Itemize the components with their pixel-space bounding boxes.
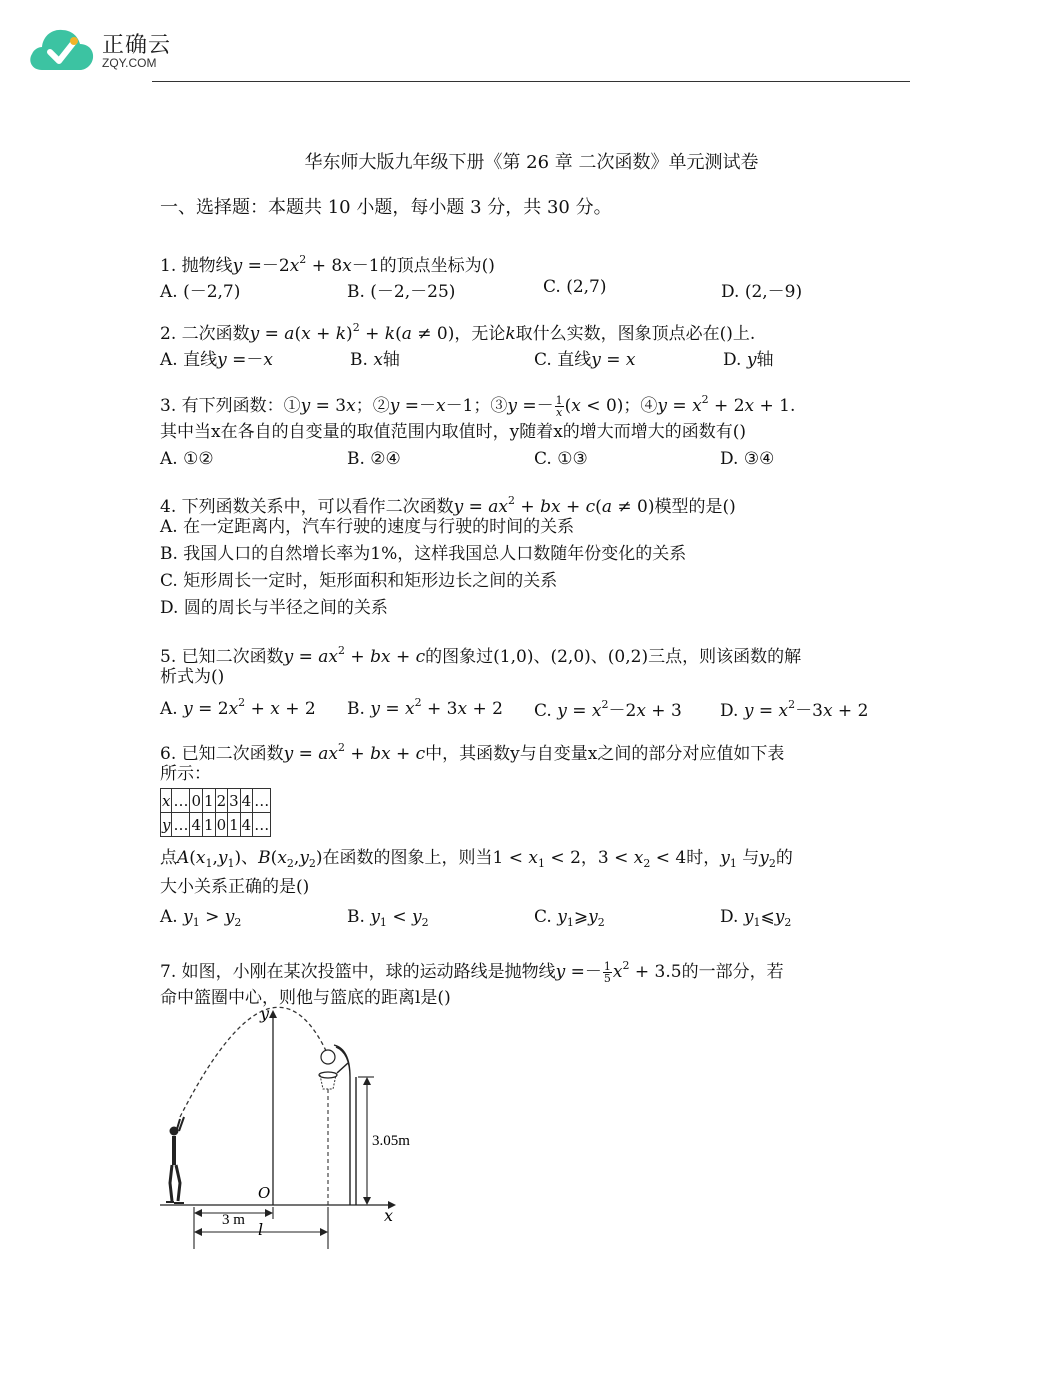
table-cell: 0 bbox=[215, 813, 228, 837]
q2-option-d[interactable]: D. y轴 bbox=[723, 350, 774, 370]
q2-prefix: 2. 二次函数 bbox=[160, 324, 250, 344]
q1-option-d[interactable]: D. (2,－9) bbox=[721, 282, 803, 302]
q2-mid1: ，无论 bbox=[454, 324, 506, 344]
q3-option-d[interactable]: D. ③④ bbox=[720, 449, 775, 469]
x-axis-label: x bbox=[384, 1206, 394, 1225]
q2-option-d-label: 轴 bbox=[756, 350, 774, 370]
question-5-line-2: 析式为() bbox=[160, 667, 225, 687]
q6-suffix: 中，其函数y与自变量x之间的部分对应值如下表 bbox=[425, 744, 785, 764]
table-cell: 4 bbox=[240, 789, 253, 813]
table-cell: … bbox=[253, 789, 271, 813]
q5-option-a[interactable]: A. $y = 2x^2 + x + 2$ bbox=[160, 696, 316, 719]
table-cell: 4 bbox=[190, 813, 203, 837]
q4-option-c[interactable]: C. 矩形周长一定时，矩形面积和矩形边长之间的关系 bbox=[160, 571, 558, 591]
question-6-line-3: 点$A(x_1,y_1)$、$B(x_2,y_2)$在函数的图象上，则当$1 < x_1 < 2$，$3 < x_2 < 4$时，$y_1$ 与$y_2$的 bbox=[160, 848, 793, 870]
cloud-check-icon bbox=[28, 24, 96, 74]
q2-option-b[interactable]: B. x轴 bbox=[350, 350, 400, 370]
question-6-line-2: 所示： bbox=[160, 764, 211, 784]
q7-prefix: 7. 如图，小刚在某次投篮中，球的运动路线是抛物线 bbox=[160, 962, 556, 982]
q4-option-d[interactable]: D. 圆的周长与半径之间的关系 bbox=[160, 598, 388, 618]
q6-prefix: 6. 已知二次函数 bbox=[160, 744, 284, 764]
q2-option-c[interactable]: C. 直线y = x bbox=[534, 350, 636, 370]
q3-prefix: 3. 有下列函数： bbox=[160, 396, 284, 416]
table-cell: … bbox=[253, 813, 271, 837]
basketball-figure bbox=[160, 1005, 430, 1255]
question-7: 7. 如图，小刚在某次投篮中，球的运动路线是抛物线y =－ $\frac{1}{5}$ $x^2 + 3.5$的一部分，若 bbox=[160, 959, 784, 985]
table-cell: … bbox=[172, 813, 190, 837]
y-axis-label: y bbox=[260, 1005, 270, 1023]
q2-option-b-label: 轴 bbox=[382, 350, 400, 370]
table-cell: x bbox=[161, 789, 172, 813]
height-arrow-up-icon bbox=[363, 1077, 371, 1085]
q3-option-a[interactable]: A. ①② bbox=[160, 449, 214, 469]
q6-line3-tail: 的 bbox=[775, 848, 793, 868]
table-row-x bbox=[161, 789, 271, 813]
q2-option-c-label: C. 直线 bbox=[534, 350, 592, 370]
q2-option-a-label: A. 直线 bbox=[160, 350, 218, 370]
ball-trajectory bbox=[180, 1007, 328, 1117]
question-7-line-2: 命中篮圈中心，则他与篮底的距离l是() bbox=[160, 988, 451, 1008]
table-cell: … bbox=[172, 789, 190, 813]
q1-suffix: 的顶点坐标为() bbox=[379, 256, 495, 276]
q4-option-b[interactable]: B. 我国人口的自然增长率为1%，这样我国总人口数随年份变化的关系 bbox=[160, 544, 687, 564]
player-icon bbox=[166, 1117, 184, 1203]
q3-option-c[interactable]: C. ①③ bbox=[534, 449, 588, 469]
backboard-post bbox=[334, 1045, 356, 1205]
q6-option-c[interactable]: C. $y_1⩾y_2$ bbox=[534, 907, 605, 929]
q2-option-a[interactable]: A. 直线y =－x bbox=[160, 350, 273, 370]
distance-arrow-left-icon bbox=[194, 1209, 202, 1217]
question-1: 1. 抛物线$y =-2x^2 + 8x-1$的顶点坐标为() bbox=[160, 253, 495, 276]
q4-option-a[interactable]: A. 在一定距离内，汽车行驶的速度与行驶的时间的关系 bbox=[160, 517, 575, 537]
y-axis-arrow-icon bbox=[269, 1010, 277, 1018]
brand-url: ZQY.COM bbox=[102, 56, 157, 70]
distance-l-label: l bbox=[258, 1220, 264, 1239]
basketball-icon bbox=[321, 1050, 335, 1064]
question-3: 3. 有下列函数：①y = 3x；②y =－x－1；③y =－ $\frac{1}{x}$ (x < 0)；④y = $x^2 + 2x + 1$. bbox=[160, 393, 796, 419]
q1-option-b[interactable]: B. (－2,－25) bbox=[347, 282, 456, 302]
q4-suffix: 模型的是() bbox=[654, 497, 736, 517]
question-4: 4. 下列函数关系中，可以看作二次函数$y = ax^2$ + bx + c(a ≠ 0)模型的是() bbox=[160, 494, 736, 517]
question-2: 2. 二次函数$y = a(x + k)^2 + k(a \ne 0)$，无论k取什么实数，图象顶点必在()上. bbox=[160, 321, 756, 344]
distance-arrow-right-icon bbox=[265, 1209, 273, 1217]
question-5: 5. 已知二次函数$y = ax^2$ + bx + c的图象过(1,0)、(2,0)、(0,2)三点，则该函数的解 bbox=[160, 644, 802, 667]
q1-option-a[interactable]: A. (－2,7) bbox=[160, 282, 241, 302]
q1-option-c[interactable]: C. (2,7) bbox=[543, 277, 607, 297]
height-label: 3.05m bbox=[372, 1133, 410, 1149]
q2-mid2: 取什么实数，图象顶点必在()上. bbox=[515, 324, 756, 344]
l-arrow-right-icon bbox=[320, 1228, 328, 1236]
question-6: 6. 已知二次函数$y = ax^2$ + bx + c中，其函数y与自变量x之间的部分对应值如下表 bbox=[160, 741, 785, 764]
table-cell: 1 bbox=[203, 789, 216, 813]
q6-option-d[interactable]: D. $y_1⩽y_2$ bbox=[720, 907, 792, 929]
table-row-y bbox=[161, 813, 271, 837]
table-cell: 1 bbox=[228, 813, 241, 837]
table-cell: y bbox=[161, 813, 172, 837]
table-cell: 1 bbox=[203, 813, 216, 837]
table-cell: 4 bbox=[240, 813, 253, 837]
q3-option-b[interactable]: B. ②④ bbox=[347, 449, 401, 469]
table-cell: 2 bbox=[215, 789, 228, 813]
distance-3m-label: 3 m bbox=[222, 1212, 245, 1228]
height-arrow-down-icon bbox=[363, 1197, 371, 1205]
q5-option-c[interactable]: C. $y = x^2-2x + 3$ bbox=[534, 698, 682, 721]
brand-logo bbox=[28, 22, 188, 78]
hoop-arm bbox=[337, 1063, 348, 1073]
page-title: 华东师大版九年级下册《第 26 章 二次函数》单元测试卷 bbox=[304, 152, 759, 173]
hoop-ring bbox=[319, 1072, 337, 1078]
value-table bbox=[160, 788, 271, 837]
q6-option-b[interactable]: B. $y_1 < y_2$ bbox=[347, 907, 429, 929]
table-cell: 3 bbox=[228, 789, 241, 813]
q7-suffix: 的一部分，若 bbox=[681, 962, 784, 982]
l-arrow-left-icon bbox=[194, 1228, 202, 1236]
q4-prefix: 4. 下列函数关系中，可以看作二次函数 bbox=[160, 497, 454, 517]
table-cell: 0 bbox=[190, 789, 203, 813]
q5-prefix: 5. 已知二次函数 bbox=[160, 647, 284, 667]
question-6-line-4: 大小关系正确的是() bbox=[160, 877, 310, 897]
q5-option-b[interactable]: B. $y = x^2 + 3x + 2$ bbox=[347, 696, 503, 719]
brand-name: 正确云 bbox=[102, 33, 172, 58]
q5-suffix: 的图象过(1,0)、(2,0)、(0,2)三点，则该函数的解 bbox=[425, 647, 802, 667]
origin-label: O bbox=[258, 1184, 271, 1202]
section-heading: 一、选择题：本题共 10 小题，每小题 3 分，共 30 分。 bbox=[160, 197, 612, 218]
q6-option-a[interactable]: A. $y_1 > y_2$ bbox=[160, 907, 242, 929]
question-3-line-2: 其中当x在各自的自变量的取值范围内取值时，y随着x的增大而增大的函数有() bbox=[160, 422, 747, 442]
header-rule bbox=[152, 81, 910, 82]
q5-option-d[interactable]: D. $y = x^2-3x + 2$ bbox=[720, 698, 869, 721]
q1-prefix: 1. 抛物线 bbox=[160, 256, 233, 276]
